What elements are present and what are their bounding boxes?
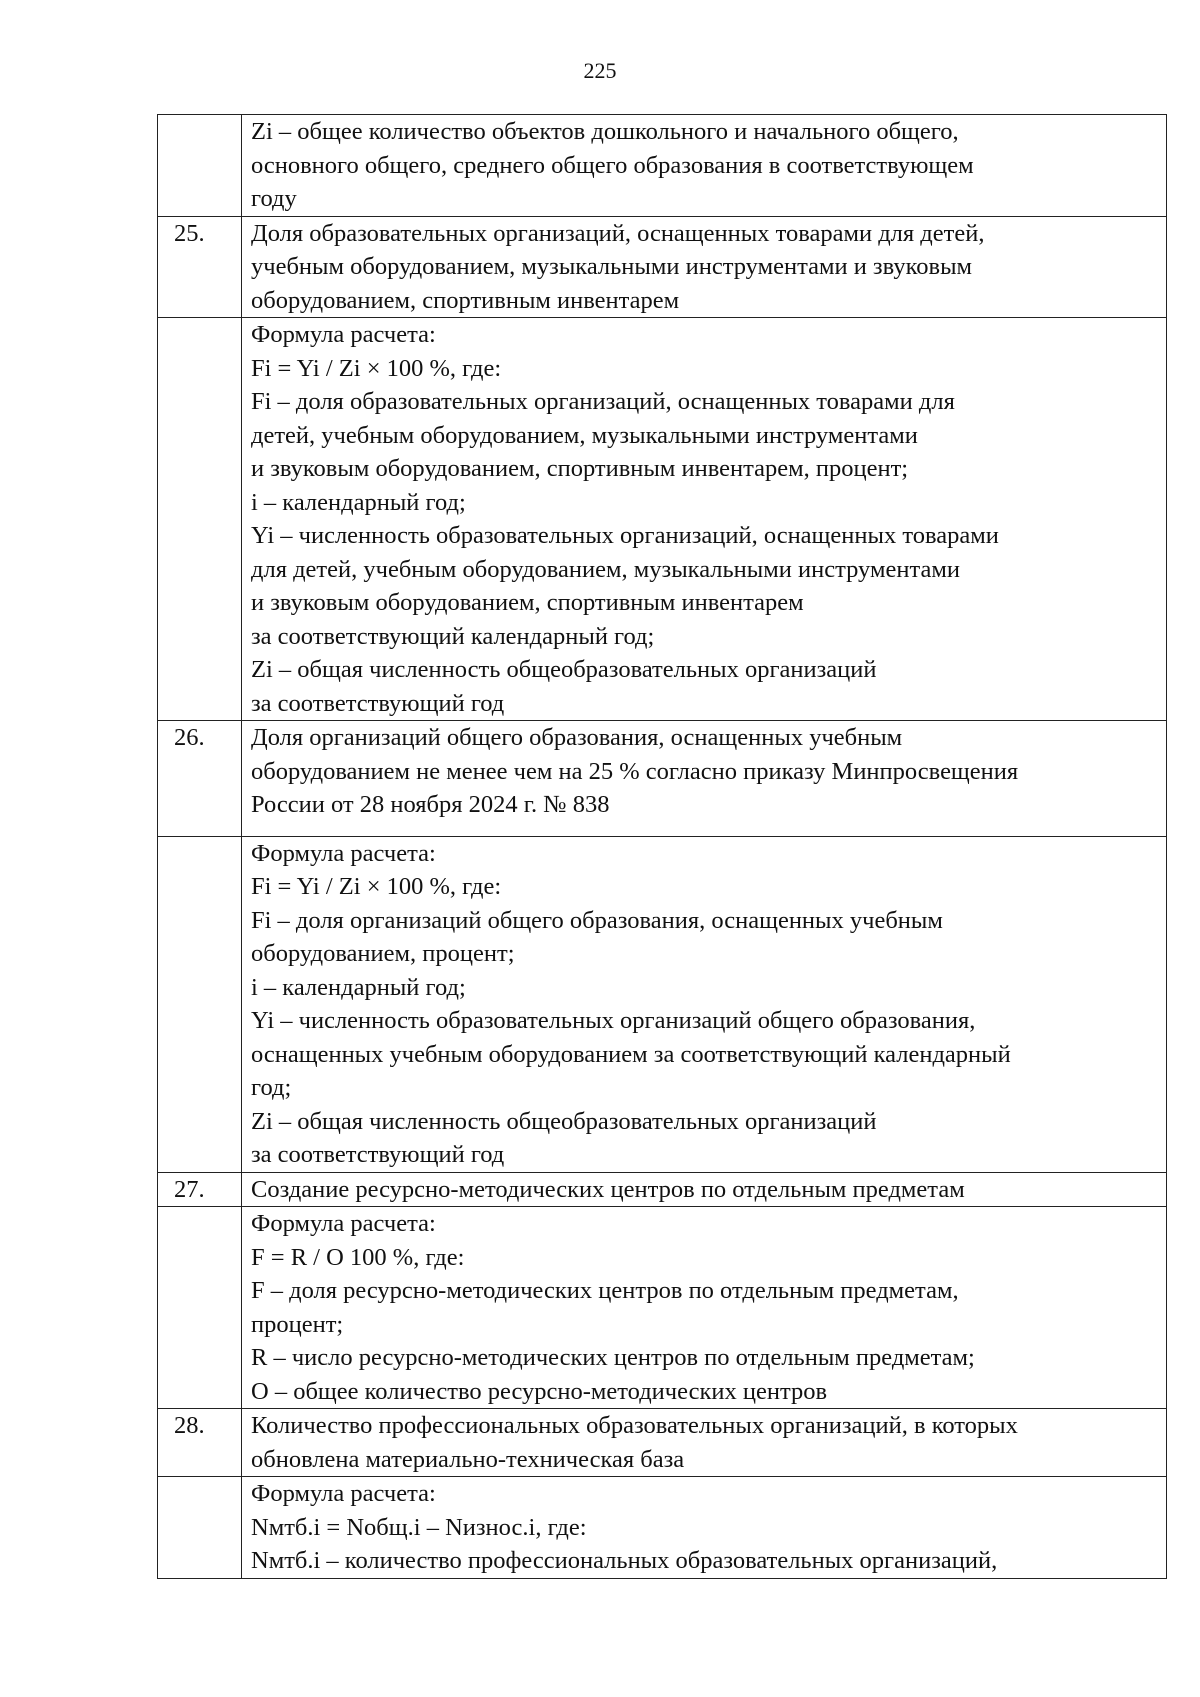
row-text-cell: [242, 721, 1167, 837]
row-text-cell: [242, 1477, 1167, 1579]
row-text-cell: [242, 318, 1167, 721]
text-line: F = R / O 100 %, где:: [251, 1243, 465, 1271]
text-line: оборудованием, процент;: [251, 940, 515, 967]
row-text-cell: [242, 216, 1167, 318]
text-line: Fi = Yi / Zi × 100 %, где:: [251, 354, 502, 382]
row-number-cell: 25.: [158, 216, 242, 318]
text-line: за соответствующий год: [251, 689, 505, 717]
text-line: процент;: [251, 1310, 344, 1338]
row-number-cell: [158, 1477, 242, 1579]
table-row: [158, 836, 1167, 1172]
text-line: Формула расчета:: [251, 321, 436, 348]
row-number-cell: [158, 115, 242, 217]
text-line: оборудованием не менее чем на 25 % согласно приказу Минпросвещения: [251, 757, 1019, 785]
table-row: [158, 1172, 1167, 1207]
text-line: R – число ресурсно-методических центров по отдельным предметам;: [251, 1344, 975, 1371]
text-line: учебным оборудованием, музыкальными инструментами и звуковым: [251, 253, 973, 280]
text-line: обновлена материально-техническая база: [251, 1445, 685, 1473]
table-row: [158, 1409, 1167, 1477]
text-line: Zi – общее количество объектов дошкольного и начального общего,: [251, 118, 959, 145]
text-line: Zi – общая численность общеобразовательных организаций: [251, 656, 877, 683]
table-row: [158, 721, 1167, 837]
text-line: Fi – доля образовательных организаций, оснащенных товарами для: [251, 388, 955, 415]
text-line: F – доля ресурсно-методических центров по отдельным предметам,: [251, 1277, 959, 1304]
text-line: и звуковым оборудованием, спортивным инвентарем: [251, 589, 804, 616]
text-line: Fi = Yi / Zi × 100 %, где:: [251, 873, 502, 900]
text-line: Доля образовательных организаций, оснащенных товарами для детей,: [251, 219, 985, 247]
text-line: i – календарный год;: [251, 488, 466, 516]
text-line: год;: [251, 1074, 292, 1101]
page-number: 225: [583, 58, 617, 83]
text-line: Доля организаций общего образования, оснащенных учебным: [251, 724, 903, 751]
row-number-cell: [158, 1207, 242, 1409]
row-text-cell: [242, 1409, 1167, 1477]
row-text-cell: [242, 1207, 1167, 1409]
text-line: Формула расчета:: [251, 1210, 436, 1237]
table-row: [158, 1477, 1167, 1579]
text-line: i – календарный год;: [251, 973, 466, 1001]
text-line: оборудованием, спортивным инвентарем: [251, 286, 680, 314]
text-line: Zi – общая численность общеобразовательных организаций: [251, 1107, 877, 1135]
text-line: O – общее количество ресурсно-методических центров: [251, 1377, 828, 1405]
text-line: Формула расчета:: [251, 1480, 436, 1507]
table-row: [158, 216, 1167, 318]
row-number-cell: 27.: [158, 1172, 242, 1207]
text-line: для детей, учебным оборудованием, музыкальными инструментами: [251, 555, 960, 583]
text-line: оснащенных учебным оборудованием за соответствующий календарный: [251, 1040, 1011, 1068]
row-text-cell: [242, 115, 1167, 217]
row-number-cell: 28.: [158, 1409, 242, 1477]
row-number-cell: 26.: [158, 721, 242, 837]
indicators-table: [157, 114, 1167, 1579]
row-number-cell: [158, 318, 242, 721]
text-line: Количество профессиональных образовательных организаций, в которых: [251, 1412, 1018, 1439]
text-line: Fi – доля организаций общего образования, оснащенных учебным: [251, 906, 943, 934]
text-line: Nмтб.i – количество профессиональных образовательных организаций,: [251, 1547, 998, 1574]
row-number-cell: [158, 836, 242, 1172]
table-row: [158, 1207, 1167, 1409]
row-text-cell: [242, 1172, 1167, 1207]
table-row: [158, 115, 1167, 217]
text-line: Формула расчета:: [251, 839, 436, 867]
table-row: [158, 318, 1167, 721]
text-line: детей, учебным оборудованием, музыкальными инструментами: [251, 421, 918, 449]
text-line: Yi – численность образовательных организаций, оснащенных товарами: [251, 522, 999, 549]
text-line: Yi – численность образовательных организаций общего образования,: [251, 1007, 976, 1034]
text-line: Создание ресурсно-методических центров по отдельным предметам: [251, 1175, 965, 1203]
text-line: Nмтб.i = Nобщ.i – Nизнос.i, где:: [251, 1513, 587, 1541]
text-line: и звуковым оборудованием, спортивным инвентарем, процент;: [251, 455, 909, 482]
text-line: году: [251, 185, 297, 212]
text-line: России от 28 ноября 2024 г. № 838: [251, 791, 610, 818]
text-line: основного общего, среднего общего образования в соответствующем: [251, 151, 974, 179]
row-text-cell: [242, 836, 1167, 1172]
text-line: за соответствующий календарный год;: [251, 622, 655, 650]
text-line: за соответствующий год: [251, 1141, 505, 1168]
